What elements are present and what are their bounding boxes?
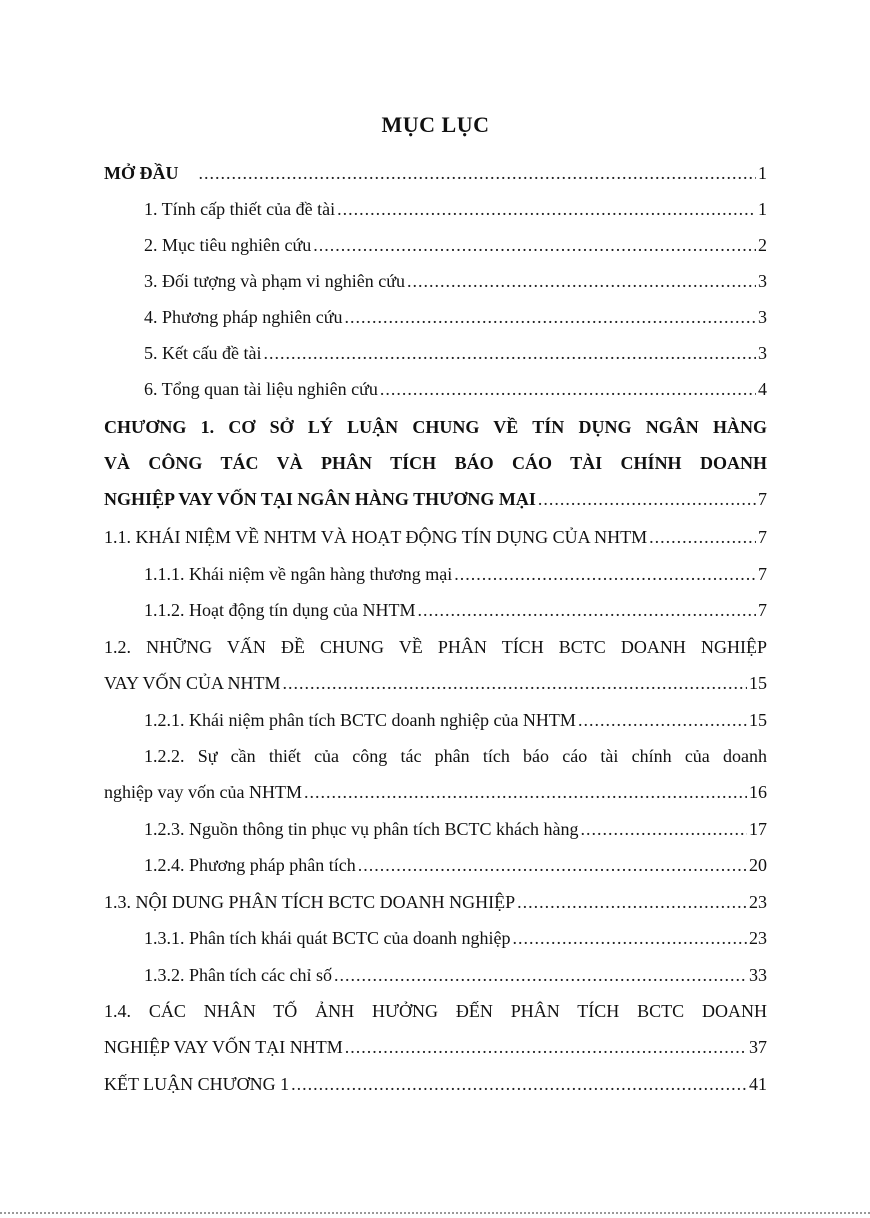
toc-entry-text: KẾT LUẬN CHƯƠNG 1 [104,1074,290,1094]
page-title: MỤC LỤC [381,112,490,137]
dot-leader [337,192,756,226]
toc-entry-1[interactable] [104,192,767,226]
toc-entry-line: 1.4. CÁC NHÂN TỐ ẢNH HƯỞNG ĐẾN PHÂN TÍCH BCTC DOANH [104,1001,767,1021]
toc-page-number: 41 [749,1074,767,1094]
toc-entry-line: 1.2. NHỮNG VẤN ĐỀ CHUNG VỀ PHÂN TÍCH BCTC DOANH NGHIỆP [104,637,767,657]
dot-leader [580,812,747,846]
toc-page-number: 7 [758,489,767,509]
dot-leader [345,300,756,334]
dot-leader [417,593,756,627]
toc-entry-1-2[interactable] [104,630,767,700]
toc-entry-1-3[interactable] [104,885,767,919]
toc-entry-1-3-2[interactable] [104,958,767,992]
toc-entry-1-3-1[interactable] [104,921,767,955]
toc-entry-text: VAY VỐN CỦA NHTM [104,673,281,693]
toc-entry-text: 1.3.1. Phân tích khái quát BCTC của doanh nghiệp [144,928,511,948]
dot-leader [283,666,747,700]
dot-leader [454,557,756,591]
dot-leader [578,703,747,737]
toc-entry-line: CHƯƠNG 1. CƠ SỞ LÝ LUẬN CHUNG VỀ TÍN DỤNG NGÂN HÀNG [104,417,767,437]
toc-page-number: 16 [749,782,767,802]
toc-page-number: 20 [749,855,767,875]
toc-entry-1-2-4[interactable] [104,848,767,882]
toc-page-number: 1 [758,163,767,183]
toc-page-number: 23 [749,892,767,912]
toc-entry-1-2-2[interactable] [104,739,767,809]
dot-leader [291,1067,747,1101]
toc-entry-5[interactable] [104,336,767,370]
toc-page-number: 15 [749,710,767,730]
toc-entry-line: VÀ CÔNG TÁC VÀ PHÂN TÍCH BÁO CÁO TÀI CHÍNH DOANH [104,453,767,473]
toc-entry-text: 1.2.1. Khái niệm phân tích BCTC doanh nghiệp của NHTM [144,710,576,730]
toc-page [104,0,767,1218]
dot-leader [380,372,756,406]
toc-entry-text: nghiệp vay vốn của NHTM [104,782,302,802]
toc-page-number: 3 [758,307,767,327]
toc-entry-text: 3. Đối tượng và phạm vi nghiên cứu [144,271,405,291]
toc-entry-text: 6. Tổng quan tài liệu nghiên cứu [144,379,378,399]
toc-entry-text: 1.2.4. Phương pháp phân tích [144,855,356,875]
toc-entry-1-1-1[interactable] [104,557,767,591]
toc-page-number: 17 [749,819,767,839]
toc-entry-text: 2. Mục tiêu nghiên cứu [144,235,312,255]
dot-leader [649,520,756,554]
dot-leader [517,885,747,919]
dot-leader [313,228,756,262]
dot-leader [358,848,747,882]
dot-leader [345,1030,747,1064]
toc-entry-line: 1.2.2. Sự cần thiết của công tác phân tích báo cáo tài chính của doanh [144,746,767,766]
toc-entry-ket-luan[interactable] [104,1067,767,1101]
toc-entry-text: 1.1.2. Hoạt động tín dụng của NHTM [144,600,416,620]
toc-entry-chuong-1[interactable] [104,410,767,516]
toc-page-number: 15 [749,673,767,693]
toc-page-number: 3 [758,271,767,291]
toc-page-number: 7 [758,600,767,620]
toc-entry-text: 1.1. KHÁI NIỆM VỀ NHTM VÀ HOẠT ĐỘNG TÍN DỤNG CỦA NHTM [104,527,648,547]
toc-entry-1-2-3[interactable] [104,812,767,846]
toc-entry-1-1[interactable] [104,520,767,554]
toc-page-number: 1 [758,199,767,219]
toc-page-number: 33 [749,965,767,985]
toc-page-number: 37 [749,1037,767,1057]
toc-entry-text: 1.3. NỘI DUNG PHÂN TÍCH BCTC DOANH NGHIỆP [104,892,516,912]
toc-entry-text: 1.3.2. Phân tích các chỉ số [144,965,332,985]
toc-page-number: 2 [758,235,767,255]
toc-entry-text: 1.1.1. Khái niệm về ngân hàng thương mại [144,564,453,584]
toc-entry-text: 1.2.3. Nguồn thông tin phục vụ phân tích BCTC khách hàng [144,819,579,839]
toc-entry-text: 4. Phương pháp nghiên cứu [144,307,343,327]
toc-entry-text: 5. Kết cấu đề tài [144,343,262,363]
dot-leader [199,156,757,190]
toc-page-number: 4 [758,379,767,399]
dot-leader [407,264,756,298]
dot-leader [538,482,756,516]
toc-page-number: 23 [749,928,767,948]
toc-page-number: 7 [758,564,767,584]
toc-page-number: 7 [758,527,767,547]
toc-entry-text: NGHIỆP VAY VỐN TẠI NGÂN HÀNG THƯƠNG MẠI [104,489,536,509]
toc-entry-2[interactable] [104,228,767,262]
toc-entry-1-4[interactable] [104,994,767,1064]
toc-entry-1-2-1[interactable] [104,703,767,737]
dot-leader [263,336,756,370]
dot-leader [334,958,747,992]
toc-entry-3[interactable] [104,264,767,298]
toc-entry-text: 1. Tính cấp thiết của đề tài [144,199,336,219]
toc-entry-text: NGHIỆP VAY VỐN TẠI NHTM [104,1037,343,1057]
dot-leader [304,775,747,809]
toc-page-number: 3 [758,343,767,363]
toc-entry-6[interactable] [104,372,767,406]
toc-entry-4[interactable] [104,300,767,334]
toc-entry-text: MỞ ĐẦU [104,163,179,183]
dot-leader [512,921,747,955]
toc-entry-1-1-2[interactable] [104,593,767,627]
toc-entry-mo-dau[interactable] [104,156,767,190]
page-bottom-edge [0,1212,870,1214]
